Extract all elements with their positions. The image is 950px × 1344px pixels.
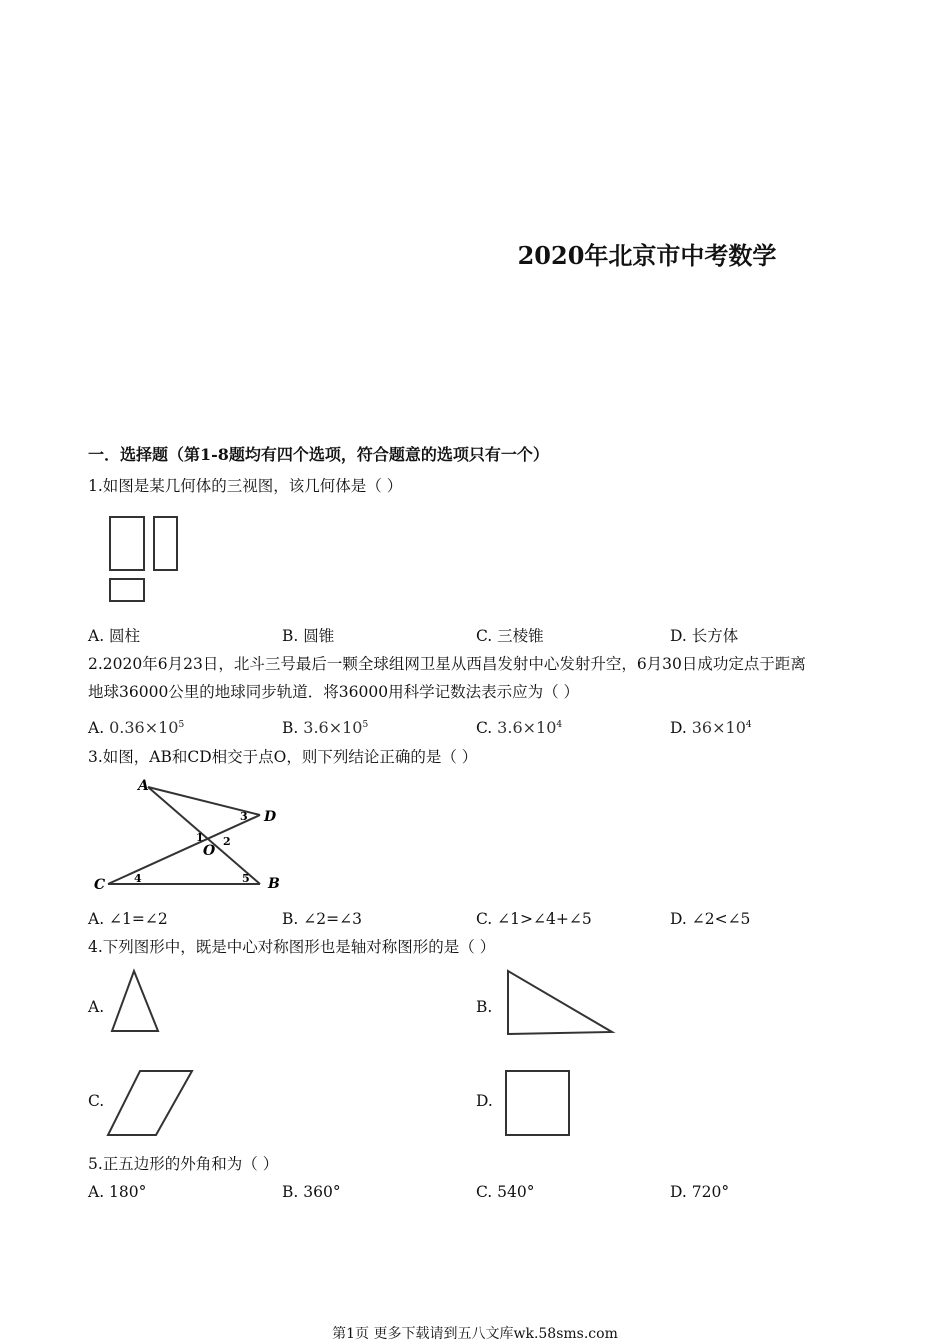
q2-option-a-exp: 5 bbox=[178, 720, 185, 730]
q3-option-b: B. ∠2=∠3 bbox=[282, 910, 362, 928]
angle-label-4: 4 bbox=[134, 872, 142, 885]
side-view-rect bbox=[154, 517, 177, 570]
q2-option-b-times: ×10 bbox=[328, 718, 363, 738]
q1-option-d: D. 长方体 bbox=[670, 627, 739, 645]
q5-option-c: C. 540° bbox=[476, 1183, 535, 1201]
question-3-stem: 3.如图，AB和CD相交于点O，则下列结论正确的是（ ） bbox=[88, 748, 478, 766]
q1-option-b: B. 圆锥 bbox=[282, 627, 335, 645]
segment-cd bbox=[108, 815, 260, 884]
q2-option-c bbox=[476, 713, 562, 740]
q4-option-d: D. bbox=[476, 1092, 493, 1110]
q2-option-d-mantissa: 36 bbox=[691, 718, 713, 738]
angle-label-2: 2 bbox=[223, 835, 231, 848]
q2-option-a-letter: A. bbox=[88, 719, 105, 738]
angle-label-1: 1 bbox=[196, 831, 204, 844]
question-2-stem-line2: 地球36000公里的地球同步轨道．将36000用科学记数法表示应为（ ） bbox=[88, 683, 580, 701]
q2-option-d-times: ×10 bbox=[712, 718, 746, 738]
section-heading: 一．选择题（第1-8题均有四个选项，符合题意的选项只有一个） bbox=[88, 445, 549, 464]
q2-option-a-mantissa: 0.36 bbox=[109, 718, 145, 738]
q4-option-c: C. bbox=[88, 1092, 105, 1110]
angle-label-3: 3 bbox=[240, 810, 248, 823]
angle-label-5: 5 bbox=[242, 872, 250, 885]
q1-option-c: C. 三棱锥 bbox=[476, 627, 544, 645]
label-a: A bbox=[138, 778, 149, 794]
q3-option-a: A. ∠1=∠2 bbox=[88, 910, 168, 928]
right-triangle-figure bbox=[504, 968, 616, 1038]
square-figure bbox=[503, 1068, 573, 1138]
top-view-rect bbox=[110, 579, 144, 601]
isosceles-triangle-figure bbox=[108, 968, 163, 1036]
q2-option-c-mantissa: 3.6 bbox=[497, 718, 523, 738]
label-b: B bbox=[268, 876, 280, 892]
q2-option-b-mantissa: 3.6 bbox=[303, 718, 329, 738]
label-c: C bbox=[94, 877, 106, 893]
q2-option-c-exp: 4 bbox=[556, 720, 563, 730]
q1-option-a: A. 圆柱 bbox=[88, 627, 141, 645]
page-footer: 第1页 更多下载请到五八文库wk.58sms.com bbox=[332, 1326, 618, 1342]
q4-option-a: A. bbox=[88, 998, 105, 1016]
q2-option-a-times: ×10 bbox=[144, 718, 179, 738]
q5-option-b: B. 360° bbox=[282, 1183, 341, 1201]
question-4-stem: 4.下列图形中，既是中心对称图形也是轴对称图形的是（ ） bbox=[88, 938, 496, 956]
question-2-stem-line1: 2.2020年6月23日，北斗三号最后一颗全球组网卫星从西昌发射中心发射升空，6月30日成功定点于距离 bbox=[88, 655, 806, 673]
three-view-figure bbox=[108, 515, 183, 605]
label-o: O bbox=[203, 843, 216, 859]
page-title: 2020年北京市中考数学 bbox=[517, 241, 777, 270]
intersecting-lines-figure bbox=[88, 775, 288, 895]
question-5-stem: 5.正五边形的外角和为（ ） bbox=[88, 1155, 279, 1173]
q2-option-b-exp: 5 bbox=[362, 720, 369, 730]
q2-option-d-exp: 4 bbox=[745, 720, 752, 730]
q2-option-a bbox=[88, 713, 184, 740]
q2-option-c-times: ×10 bbox=[522, 718, 557, 738]
q2-option-d-letter: D. bbox=[670, 719, 687, 738]
q4-option-b: B. bbox=[476, 998, 493, 1016]
question-1-stem: 1.如图是某几何体的三视图，该几何体是（ ） bbox=[88, 477, 403, 495]
front-view-rect bbox=[110, 517, 144, 570]
q5-option-d: D. 720° bbox=[670, 1183, 730, 1201]
q2-option-d bbox=[670, 713, 752, 740]
q3-option-c: C. ∠1>∠4+∠5 bbox=[476, 910, 592, 928]
q2-option-c-letter: C. bbox=[476, 719, 493, 738]
parallelogram-figure bbox=[104, 1068, 196, 1140]
q3-option-d: D. ∠2<∠5 bbox=[670, 910, 751, 928]
q2-option-b-letter: B. bbox=[282, 719, 299, 738]
q2-option-b bbox=[282, 713, 368, 740]
q5-option-a: A. 180° bbox=[88, 1183, 147, 1201]
label-d: D bbox=[264, 809, 277, 825]
